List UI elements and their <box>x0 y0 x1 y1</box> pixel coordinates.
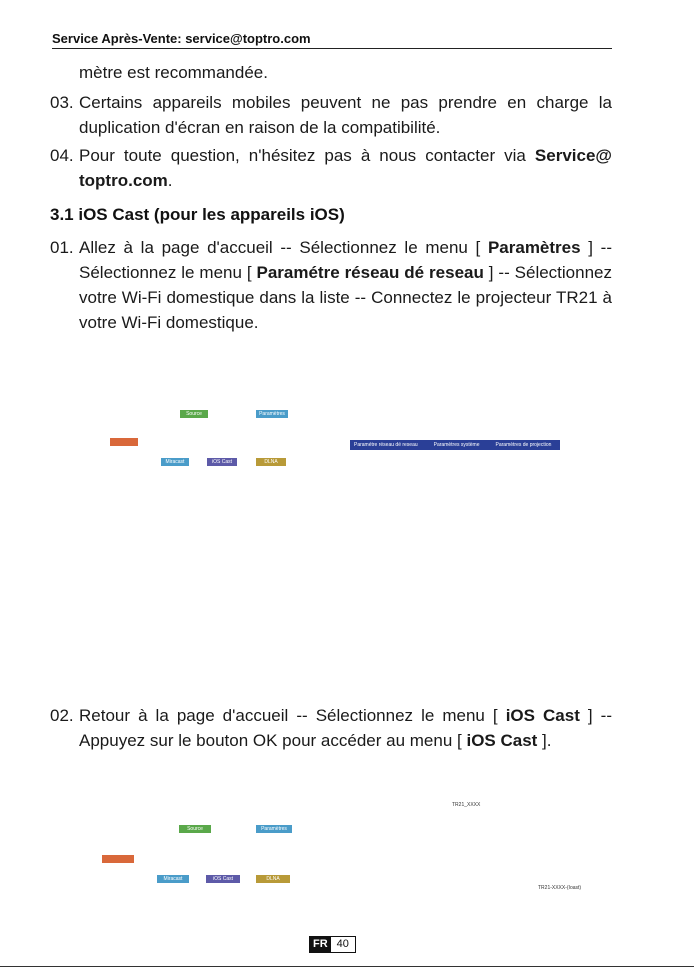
miracast-tile: Miracast <box>157 875 189 883</box>
step-number: 01. <box>50 238 74 257</box>
parametres-tile: Paramètres <box>256 410 288 418</box>
item-04 <box>50 143 612 193</box>
item-text-pre: Pour toute question, n'hésitez pas à nous contacter via <box>79 146 535 165</box>
section-title: 3.1 iOS Cast (pour les appareils iOS) <box>50 205 345 224</box>
source-tile: Source <box>179 825 211 833</box>
step-02 <box>50 703 612 753</box>
step-number: 02. <box>50 706 74 725</box>
menu-name-ioscast: iOS Cast <box>505 706 580 725</box>
dlna-tile: DLNA <box>256 458 286 466</box>
ssid-label-top: TR21_XXXX <box>452 802 481 808</box>
menu-name-reseau: Paramétre réseau dé reseau <box>256 263 484 282</box>
step-text-part: ]. <box>537 731 552 750</box>
item-number: 03. <box>50 93 74 112</box>
language-code: FR <box>310 937 331 952</box>
home-icon <box>110 438 138 446</box>
menu-item-projection: Paramètres de projection <box>495 442 552 448</box>
item-03 <box>50 90 612 140</box>
menu-item-systeme: Paramètres système <box>433 442 480 448</box>
contact-email: Service@ toptro.com <box>79 146 612 190</box>
item-text: Certains appareils mobiles peuvent ne pas prendre en charge la duplication d'écran en raison de la compatibilité. <box>79 93 612 137</box>
item-number: 04. <box>50 146 74 165</box>
menu-name-parametres: Paramètres <box>487 238 581 257</box>
page-number: 40 <box>331 937 355 952</box>
step-01 <box>50 235 612 335</box>
ioscast-tile: iOS Cast <box>206 875 240 883</box>
dlna-tile: DLNA <box>256 875 290 883</box>
miracast-tile: Miracast <box>161 458 189 466</box>
item-text <box>79 143 612 193</box>
step-text-part: Retour à la page d'accueil -- Sélectionnez le menu [ <box>79 706 506 725</box>
home-icon <box>102 855 134 863</box>
continued-text-body: mètre est recommandée. <box>79 63 268 82</box>
step-text-part: Allez à la page d'accueil -- Sélectionnez le menu [ <box>79 238 488 257</box>
page-header: Service Après-Vente: service@toptro.com <box>52 31 311 46</box>
page-number-badge <box>309 936 356 953</box>
continued-text <box>50 60 612 85</box>
menu-name-ioscast: iOS Cast <box>466 731 538 750</box>
step-text <box>79 235 612 335</box>
step-text-part: ] -- Sélectionnez le menu [ <box>79 238 612 282</box>
source-tile: Source <box>180 410 208 418</box>
ioscast-tile: iOS Cast <box>207 458 237 466</box>
menu-item-reseau: Paramétre réseau dé reseau <box>354 442 418 448</box>
footer-divider <box>0 966 694 967</box>
step-text <box>79 703 612 753</box>
ssid-label-bottom: TR21-XXXX-(Ioast) <box>538 885 582 891</box>
parametres-tile: Paramètres <box>256 825 292 833</box>
settings-menu-bar <box>350 440 560 450</box>
header-divider <box>52 48 612 49</box>
step-text-part: ] -- Appuyez sur le bouton OK pour accéder au menu [ <box>79 706 612 750</box>
item-text-post: . <box>167 171 173 190</box>
step-text-part: ] -- Sélectionnez votre Wi-Fi domestique dans la liste -- Connectez le projecteur TR21 à votre Wi-Fi domestique. <box>79 263 613 332</box>
